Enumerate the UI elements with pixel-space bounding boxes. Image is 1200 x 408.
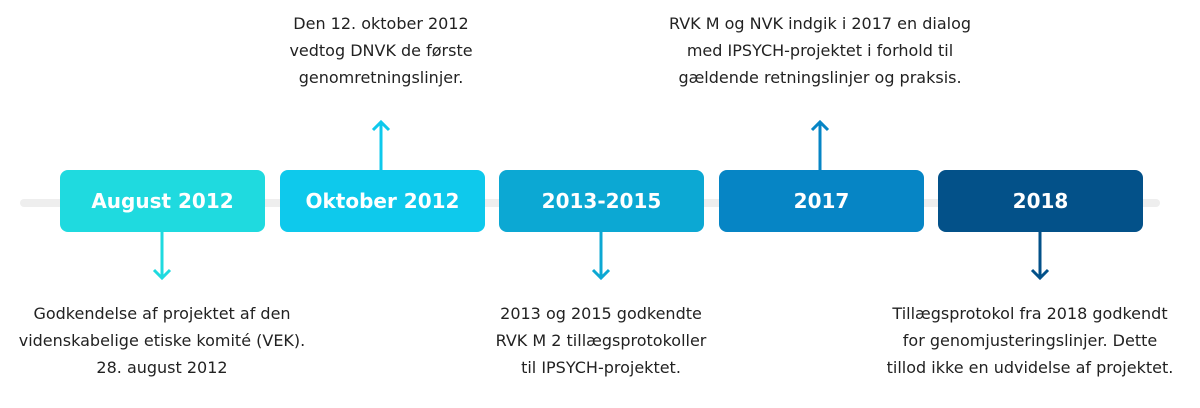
text-line: Den 12. oktober 2012 [293,14,469,33]
milestone-box-oktober-2012: Oktober 2012 [280,170,485,232]
milestone-text-oktober-2012 [211,10,551,91]
text-line: til IPSYCH-projektet. [521,358,681,377]
text-line: med IPSYCH-projektet i forhold til [686,41,954,60]
milestone-box-2018: 2018 [938,170,1143,232]
text-line: tillod ikke en udvidelse af projektet. [886,358,1174,377]
milestone-text-2018 [865,300,1195,381]
milestone-box-august-2012: August 2012 [60,170,265,232]
text-line: vedtog DNVK de første [289,41,473,60]
milestone-box-2017: 2017 [719,170,924,232]
arrow-up-icon [808,118,832,170]
text-line: gældende retningslinjer og praksis. [678,68,962,87]
text-line: RVK M og NVK indgik i 2017 en dialog [668,14,972,33]
arrow-down-icon [589,232,613,282]
milestone-text-august-2012 [0,300,332,381]
text-line: Tillægsprotokol fra 2018 godkendt [892,304,1168,323]
milestone-text-2013-2015 [431,300,771,381]
arrow-up-icon [369,118,393,170]
text-line: videnskabelige etiske komité (VEK). [18,331,306,350]
milestone-box-2013-2015: 2013-2015 [499,170,704,232]
text-line: for genomjusteringslinjer. Dette [902,331,1158,350]
milestone-text-2017 [630,10,1010,91]
text-line: RVK M 2 tillægsprotokoller [495,331,707,350]
arrow-down-icon [150,232,174,282]
text-line: genomretningslinjer. [298,68,464,87]
text-line: Godkendelse af projektet af den [33,304,291,323]
text-line: 28. august 2012 [96,358,228,377]
text-line: 2013 og 2015 godkendte [500,304,702,323]
arrow-down-icon [1028,232,1052,282]
